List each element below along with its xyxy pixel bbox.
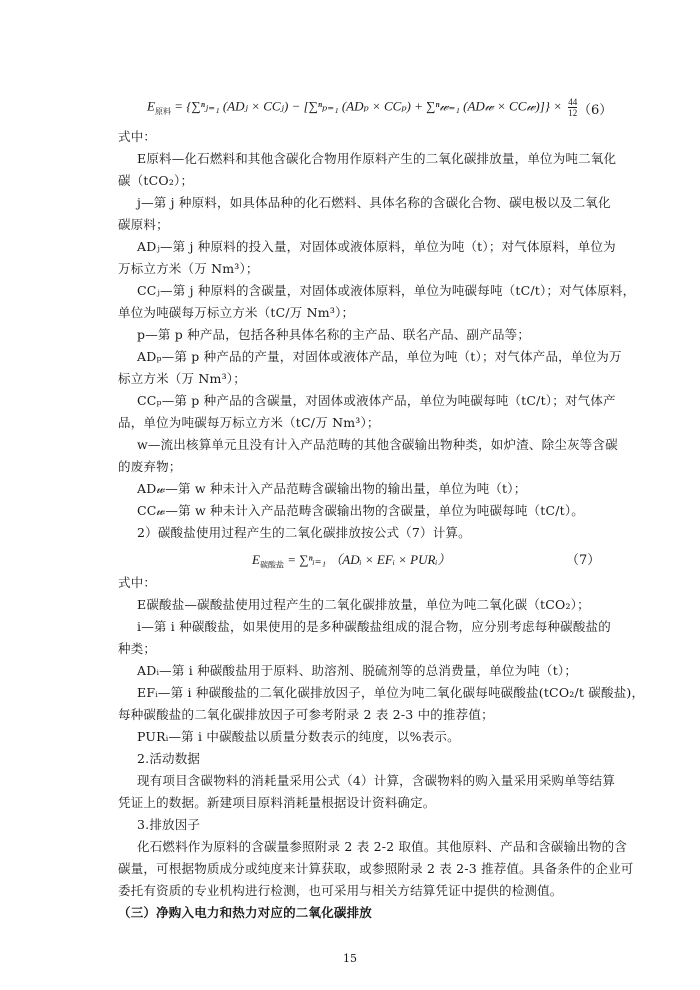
equation-7 [0, 546, 700, 570]
text-line: 碳原料； [118, 217, 169, 232]
text-line: 现有项目含碳物料的消耗量采用公式（4）计算，含碳物料的购入量采用采购单等结算 [137, 773, 616, 788]
text-line: E碳酸盐—碳酸盐使用过程产生的二氧化碳排放量，单位为吨二氧化碳（tCO₂）； [137, 597, 590, 612]
text-line: 式中： [118, 575, 157, 590]
eq6-number: （6） [578, 103, 613, 118]
eq6-rhs: = {∑ⁿⱼ₌₁ (ADⱼ × CCⱼ) − [∑ⁿₚ₌₁ (ADₚ × CCₚ) + ∑ⁿ𝓌₌₁ (AD𝓌 × CC𝓌)]} × [174, 98, 563, 114]
text-line: ADₚ—第 p 种产品的产量，对固体或液体产品，单位为吨（t）；对气体产品，单位为万 [137, 349, 622, 364]
text-line: j—第 j 种原料，如具体品种的化石燃料、具体名称的含碳化合物、碳电极以及二氧化 [137, 195, 611, 210]
eq6-lhs: E [147, 98, 155, 114]
page-number: 15 [343, 952, 357, 965]
text-line: AD𝓌—第 w 种未计入产品范畴含碳输出物的输出量，单位为吨（t）； [137, 481, 527, 496]
text-line: 每种碳酸盐的二氧化碳排放因子可参考附录 2 表 2-3 中的推荐值； [118, 707, 494, 722]
text-line: 化石燃料作为原料的含碳量参照附录 2 表 2-2 取值。其他原料、产品和含碳输出物的含 [137, 839, 628, 854]
eq7-lhs: E [252, 552, 260, 567]
text-line: E原料—化石燃料和其他含碳化合物用作原料产生的二氧化碳排放量，单位为吨二氧化 [137, 151, 617, 166]
text-line: PURᵢ—第 i 中碳酸盐以质量分数表示的纯度，以%表示。 [137, 729, 460, 744]
eq7-lhs-subscript: 碳酸盐 [259, 560, 284, 570]
eq6-fraction-numerator: 44 [568, 97, 578, 107]
section-heading: 2.活动数据 [137, 751, 201, 766]
text-line: w—流出核算单元且没有计入产品范畴的其他含碳输出物种类，如炉渣、除尘灰等含碳 [137, 437, 618, 452]
eq6-fraction-denominator: 12 [568, 108, 578, 118]
text-line: ADⱼ—第 j 种原料的投入量，对固体或液体原料，单位为吨（t）；对气体原料，单位为 [137, 239, 616, 254]
eq7-rhs: = ∑ⁿᵢ₌₁ （ADᵢ × EFᵢ × PURᵢ） [287, 552, 451, 567]
text-line: 凭证上的数据。新建项目原料消耗量根据设计资料确定。 [118, 795, 436, 810]
equation-6 [0, 93, 700, 123]
text-line: 碳量，可根据物质成分或纯度来计算获取，或参照附录 2 表 2-3 推荐值。具备条件的企业可 [118, 861, 634, 876]
text-line: 的废弃物； [118, 459, 182, 474]
text-line: 品，单位为吨碳每万标立方米（tC/万 Nm³）； [118, 415, 380, 430]
text-line: CCₚ—第 p 种产品的含碳量，对固体或液体产品，单位为吨碳每吨（tC/t）；对气体产 [137, 393, 616, 408]
eq6-fraction [568, 97, 577, 118]
eq7-number: （7） [566, 553, 601, 568]
text-line: EFᵢ—第 i 种碳酸盐的二氧化碳排放因子，单位为吨二氧化碳每吨碳酸盐(tCO₂/t 碳酸盐)， [137, 685, 645, 700]
text-line: 标立方米（万 Nm³）； [118, 371, 246, 386]
text-line: 委托有资质的专业机构进行检测，也可采用与相关方结算凭证中提供的检测值。 [118, 883, 563, 898]
text-line: 单位为吨碳每万标立方米（tC/万 Nm³）； [118, 305, 355, 320]
section-heading: 3.排放因子 [137, 817, 201, 832]
text-line: 式中： [118, 129, 157, 144]
text-line: 万标立方米（万 Nm³）； [118, 261, 259, 276]
text-line: 2）碳酸盐使用过程产生的二氧化碳排放按公式（7）计算。 [137, 525, 471, 540]
text-line: CCⱼ—第 j 种原料的含碳量，对固体或液体原料，单位为吨碳每吨（tC/t）；对气体原料， [137, 283, 636, 298]
section-heading-bold: （三）净购入电力和热力对应的二氧化碳排放 [118, 905, 373, 920]
text-line: 种类； [118, 641, 157, 656]
text-line: CC𝓌—第 w 种未计入产品范畴含碳输出物的含碳量，单位为吨碳每吨（tC/t）。 [137, 503, 585, 518]
text-line: 碳（tCO₂）； [118, 173, 194, 188]
text-line: ADᵢ—第 i 种碳酸盐用于原料、助溶剂、脱硫剂等的总消费量，单位为吨（t）； [137, 663, 578, 678]
text-line: p—第 p 种产品，包括各种具体名称的主产品、联名产品、副产品等； [137, 327, 531, 342]
eq6-lhs-subscript: 原料 [154, 107, 171, 117]
text-line: i—第 i 种碳酸盐，如果使用的是多种碳酸盐组成的混合物，应分别考虑每种碳酸盐的 [137, 619, 611, 634]
